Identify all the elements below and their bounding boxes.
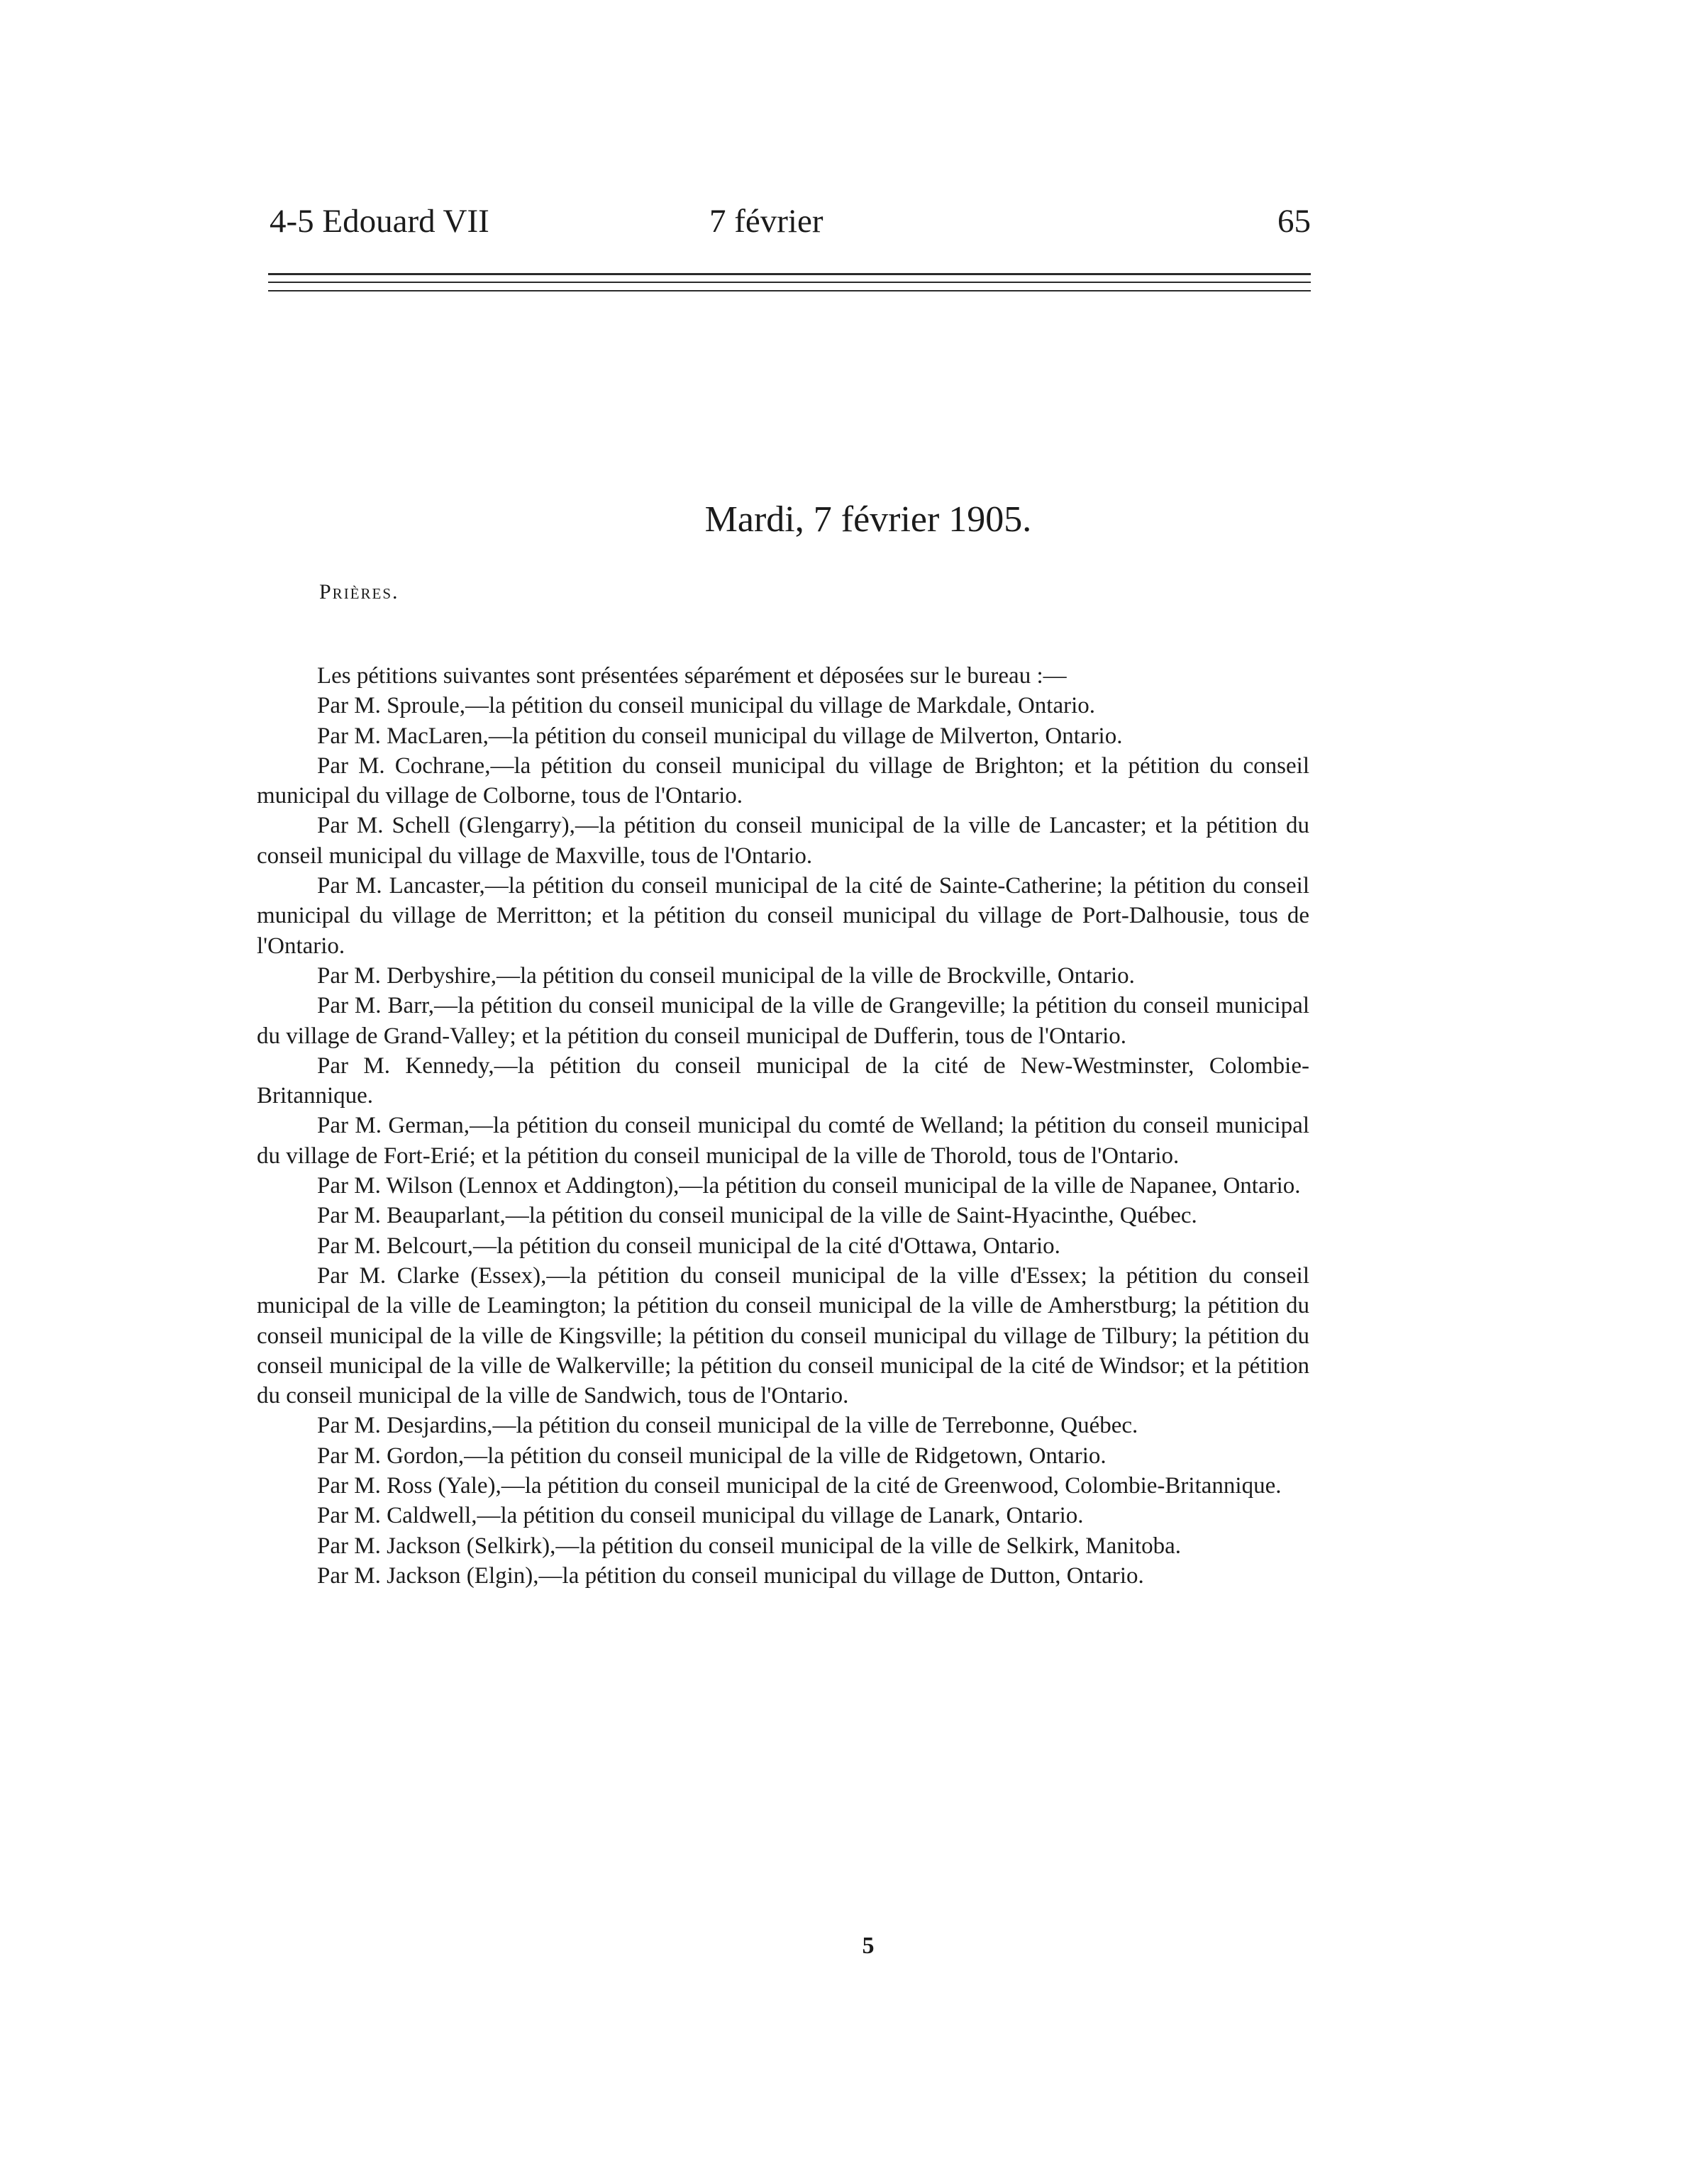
paragraph: Par M. Derbyshire,—la pétition du conseil municipal de la ville de Brockville, Ontario. bbox=[317, 962, 1135, 989]
paragraph: Par M. Schell (Glengarry),—la pétition du conseil municipal de la ville de Lancaster; et la pétition du conseil municipal du village de Maxville, tous de l'Ontario. bbox=[257, 813, 1309, 869]
paragraph: Par M. Jackson (Elgin),—la pétition du conseil municipal du village de Dutton, Ontario. bbox=[317, 1562, 1144, 1589]
paragraph: Par M. Lancaster,—la pétition du conseil municipal de la cité de Sainte-Catherine; la pétition du conseil municipal du village de Merritton; et la pétition du conseil municipal du village de Port-Dalhousie, tous de l'Ontario. bbox=[257, 873, 1309, 959]
paragraph: Par M. Sproule,—la pétition du conseil municipal du village de Markdale, Ontario. bbox=[317, 693, 1096, 719]
paragraph: Par M. Caldwell,—la pétition du conseil municipal du village de Lanark, Ontario. bbox=[317, 1503, 1084, 1529]
paragraph: Par M. Wilson (Lennox et Addington),—la pétition du conseil municipal de la ville de Napanee, Ontario. bbox=[317, 1173, 1301, 1199]
paragraph: Par M. Kennedy,—la pétition du conseil municipal de la cité de New-Westminster, Colombie-Britannique. bbox=[257, 1052, 1309, 1109]
paragraph: Par M. German,—la pétition du conseil municipal du comté de Welland; la pétition du conseil municipal du village de Fort-Erié; et la pétition du conseil municipal de la ville de Thorold, tous de l'Ontario. bbox=[257, 1113, 1309, 1169]
header-rule bbox=[268, 273, 1311, 275]
petitions-text bbox=[257, 661, 1309, 1591]
prayers-heading: Prières. bbox=[319, 580, 399, 604]
regnal-year: 4-5 Edouard VII bbox=[270, 203, 489, 240]
signature-folio: 5 bbox=[862, 1933, 875, 1959]
sitting-date-heading: Mardi, 7 février 1905. bbox=[704, 499, 1032, 540]
paragraph: Par M. Clarke (Essex),—la pétition du conseil municipal de la ville d'Essex; la pétition du conseil municipal de la ville de Leamington; la pétition du conseil municipal de la ville de Amherstburg; la pétition du conseil municipal de la ville de Kingsville; la pétition du conseil municipal du village de Tilbury; la pétition du conseil municipal de la ville de Walkerville; la pétition du conseil municipal de la cité de Windsor; et la pétition du conseil municipal de la ville de Sandwich, tous de l'Ontario. bbox=[257, 1262, 1309, 1409]
page-number: 65 bbox=[1277, 203, 1311, 240]
paragraph: Les pétitions suivantes sont présentées séparément et déposées sur le bureau :— bbox=[317, 663, 1067, 689]
paragraph: Par M. Jackson (Selkirk),—la pétition du conseil municipal de la ville de Selkirk, Manitoba. bbox=[317, 1533, 1182, 1559]
paragraph: Par M. MacLaren,—la pétition du conseil municipal du village de Milverton, Ontario. bbox=[317, 723, 1123, 749]
header-rule bbox=[268, 282, 1311, 283]
paragraph: Par M. Desjardins,—la pétition du conseil municipal de la ville de Terrebonne, Québec. bbox=[317, 1413, 1138, 1439]
paragraph: Par M. Gordon,—la pétition du conseil municipal de la ville de Ridgetown, Ontario. bbox=[317, 1443, 1107, 1469]
header-date: 7 février bbox=[709, 203, 824, 240]
paragraph: Par M. Beauparlant,—la pétition du conseil municipal de la ville de Saint-Hyacinthe, Québec. bbox=[317, 1203, 1197, 1229]
paragraph: Par M. Belcourt,—la pétition du conseil municipal de la cité d'Ottawa, Ontario. bbox=[317, 1233, 1060, 1259]
header-rule bbox=[268, 290, 1311, 291]
paragraph: Par M. Barr,—la pétition du conseil municipal de la ville de Grangeville; la pétition du conseil municipal du village de Grand-Valley; et la pétition du conseil municipal de Dufferin, tous de l'Ontario. bbox=[257, 993, 1309, 1049]
paragraph: Par M. Cochrane,—la pétition du conseil municipal du village de Brighton; et la pétition du conseil municipal du village de Colborne, tous de l'Ontario. bbox=[257, 752, 1309, 809]
paragraph: Par M. Ross (Yale),—la pétition du conseil municipal de la cité de Greenwood, Colombie-Britannique. bbox=[317, 1473, 1282, 1499]
running-head bbox=[270, 202, 1311, 252]
